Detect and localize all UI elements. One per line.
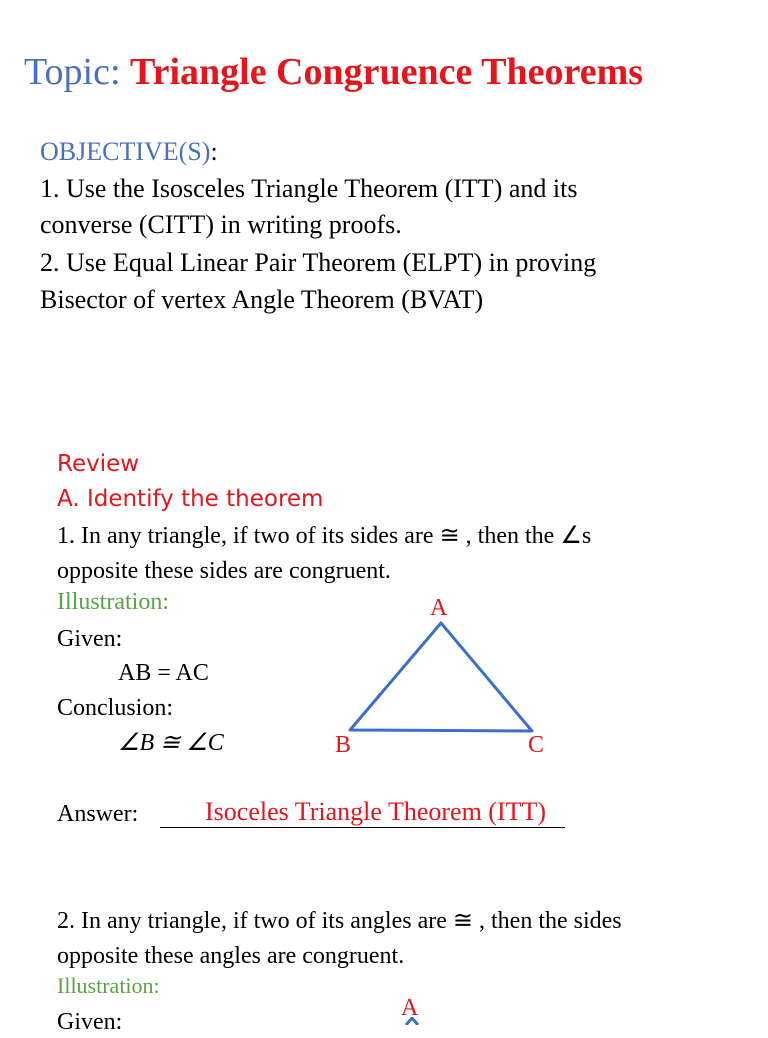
vertex-label-c: C — [528, 732, 545, 758]
objectives-heading-word: OBJECTIVE(S) — [40, 137, 211, 166]
item2-line-2: opposite these angles are congruent. — [57, 943, 405, 969]
item1-line-2: opposite these sides are congruent. — [57, 558, 391, 584]
item1-line-1: 1. In any triangle, if two of its sides are ≅ , then the ∠s — [57, 523, 592, 549]
vertex-label-a: A — [430, 595, 448, 621]
item2-given-label: Given: — [57, 1009, 123, 1035]
item1-illustration-label: Illustration: — [57, 589, 169, 615]
item2-vertex-label-a: A — [401, 995, 419, 1021]
title-topic: Triangle Congruence Theorems — [130, 51, 644, 93]
objectives-heading-colon: : — [210, 137, 218, 166]
item1-answer-value: Isoceles Triangle Theorem (ITT) — [205, 797, 547, 826]
vertex-label-b: B — [335, 732, 352, 758]
review-heading: Review — [57, 451, 140, 477]
title-label: Topic: — [24, 51, 131, 93]
objective-line-2: converse (CITT) in writing proofs. — [40, 210, 402, 239]
item1-conclusion-label: Conclusion: — [57, 695, 174, 721]
objectives-heading — [40, 136, 218, 168]
objective-line-4: Bisector of vertex Angle Theorem (BVAT) — [40, 285, 484, 314]
objective-line-3: 2. Use Equal Linear Pair Theorem (ELPT) in proving — [40, 248, 597, 277]
item1-conclusion-value: ∠B ≅ ∠C — [118, 730, 224, 756]
page-title — [24, 48, 643, 96]
item2-line-1: 2. In any triangle, if two of its angles are ≅ , then the sides — [57, 908, 622, 934]
item1-answer-label: Answer: — [57, 801, 139, 827]
item2-illustration-label: Illustration: — [57, 973, 160, 998]
item1-given-label: Given: — [57, 626, 123, 652]
objective-line-1: 1. Use the Isosceles Triangle Theorem (ITT) and its — [40, 174, 578, 203]
item1-given-value: AB = AC — [118, 660, 209, 686]
review-subheading: A. Identify the theorem — [57, 486, 324, 512]
triangle-illustration-1 — [335, 615, 555, 745]
triangle-abc-shape — [350, 623, 532, 731]
